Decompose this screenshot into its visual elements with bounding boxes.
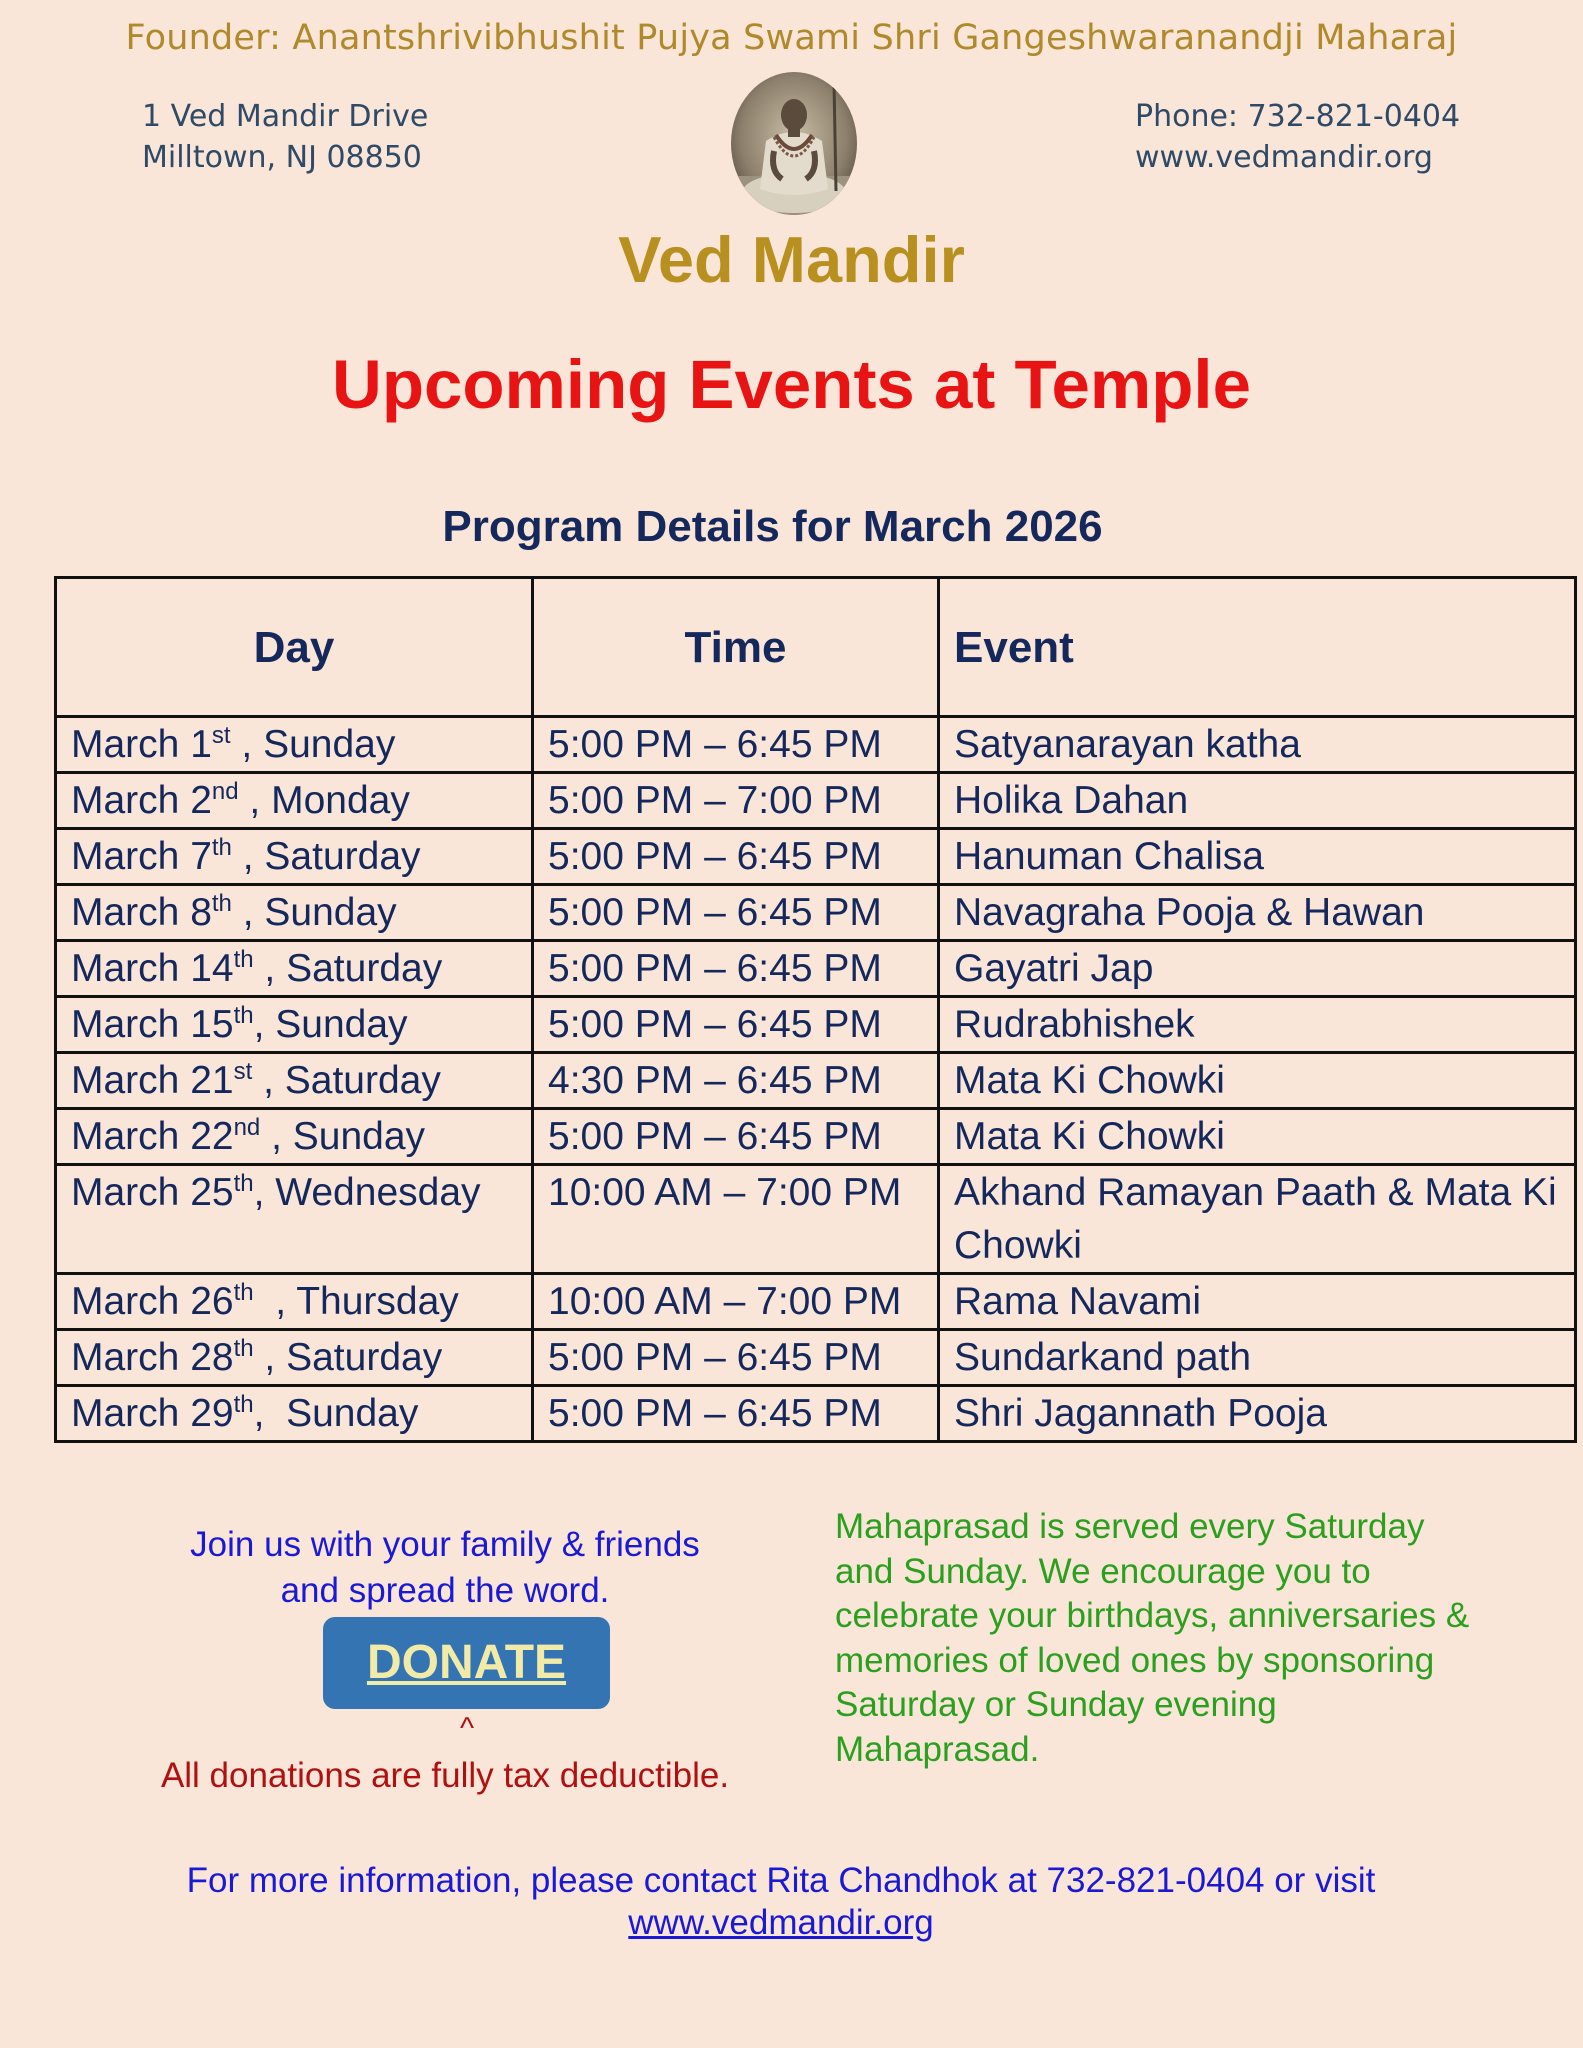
website-text: www.vedmandir.org [1135, 140, 1433, 175]
org-name: Ved Mandir [618, 223, 965, 296]
time-cell: 5:00 PM – 6:45 PM [533, 941, 939, 997]
day-cell: March 2nd , Monday [56, 773, 533, 829]
header-day: Day [56, 578, 533, 717]
tax-deductible-note: All donations are fully tax deductible. [160, 1756, 730, 1795]
table-row [56, 1274, 1576, 1330]
events-table [54, 576, 1577, 1443]
time-cell: 10:00 AM – 7:00 PM [533, 1165, 939, 1274]
table-row [56, 997, 1576, 1053]
day-cell: March 8th , Sunday [56, 885, 533, 941]
join-line-2: and spread the word. [280, 1571, 610, 1610]
program-title: Program Details for March 2026 [442, 502, 1103, 551]
day-cell: March 28th , Saturday [56, 1330, 533, 1386]
table-row [56, 717, 1576, 773]
event-cell: Satyanarayan katha [939, 717, 1576, 773]
event-cell: Mata Ki Chowki [939, 1053, 1576, 1109]
event-cell: Rudrabhishek [939, 997, 1576, 1053]
day-cell: March 14th , Saturday [56, 941, 533, 997]
temple-contact [1135, 96, 1460, 178]
event-cell: Shri Jagannath Pooja [939, 1386, 1576, 1442]
header-time: Time [533, 578, 939, 717]
founder-line: Founder: Anantshrivibhushit Pujya Swami Shri Gangeshwaranandji Maharaj [125, 18, 1458, 58]
day-cell: March 1st , Sunday [56, 717, 533, 773]
phone-number: Phone: 732-821-0404 [1135, 99, 1461, 134]
day-cell: March 26th , Thursday [56, 1274, 533, 1330]
event-cell: Sundarkand path [939, 1330, 1576, 1386]
table-row [56, 1109, 1576, 1165]
day-cell: March 29th, Sunday [56, 1386, 533, 1442]
event-cell: Hanuman Chalisa [939, 829, 1576, 885]
founder-portrait [730, 71, 858, 216]
day-cell: March 25th, Wednesday [56, 1165, 533, 1274]
day-cell: March 21st , Saturday [56, 1053, 533, 1109]
table-header-row [56, 578, 1576, 717]
time-cell: 5:00 PM – 6:45 PM [533, 997, 939, 1053]
event-cell: Rama Navami [939, 1274, 1576, 1330]
table-row [56, 1386, 1576, 1442]
address-line-1: 1 Ved Mandir Drive [142, 99, 429, 134]
header-event: Event [939, 578, 1576, 717]
time-cell: 5:00 PM – 6:45 PM [533, 885, 939, 941]
table-row [56, 1330, 1576, 1386]
event-cell: Gayatri Jap [939, 941, 1576, 997]
time-cell: 5:00 PM – 6:45 PM [533, 717, 939, 773]
time-cell: 4:30 PM – 6:45 PM [533, 1053, 939, 1109]
time-cell: 5:00 PM – 6:45 PM [533, 829, 939, 885]
day-cell: March 22nd , Sunday [56, 1109, 533, 1165]
join-message [160, 1522, 730, 1614]
donate-button[interactable]: DONATE [323, 1617, 610, 1709]
table-row [56, 1053, 1576, 1109]
table-row [56, 829, 1576, 885]
website-link[interactable]: www.vedmandir.org [628, 1903, 934, 1942]
table-row [56, 885, 1576, 941]
time-cell: 5:00 PM – 7:00 PM [533, 773, 939, 829]
time-cell: 5:00 PM – 6:45 PM [533, 1109, 939, 1165]
table-row [56, 773, 1576, 829]
table-row [56, 941, 1576, 997]
event-cell: Akhand Ramayan Paath & Mata Ki Chowki [939, 1165, 1576, 1274]
time-cell: 5:00 PM – 6:45 PM [533, 1330, 939, 1386]
event-cell: Navagraha Pooja & Hawan [939, 885, 1576, 941]
join-line-1: Join us with your family & friends [190, 1525, 700, 1564]
day-cell: March 15th, Sunday [56, 997, 533, 1053]
address-line-2: Milltown, NJ 08850 [142, 140, 422, 175]
time-cell: 10:00 AM – 7:00 PM [533, 1274, 939, 1330]
table-row [56, 1165, 1576, 1274]
caret-marker: ^ [459, 1712, 475, 1745]
more-info [0, 1860, 1562, 1944]
event-cell: Holika Dahan [939, 773, 1576, 829]
mahaprasad-note: Mahaprasad is served every Saturday and Sunday. We encourage you to celebrate your birthdays, anniversaries & memories of loved ones by sponsoring Saturday or Sunday evening Mahaprasad. [835, 1507, 1470, 1769]
more-info-text: For more information, please contact Rita Chandhok at 732-821-0404 or visit [186, 1861, 1376, 1900]
time-cell: 5:00 PM – 6:45 PM [533, 1386, 939, 1442]
event-cell: Mata Ki Chowki [939, 1109, 1576, 1165]
day-cell: March 7th , Saturday [56, 829, 533, 885]
temple-address [142, 96, 428, 178]
headline: Upcoming Events at Temple [332, 346, 1251, 423]
